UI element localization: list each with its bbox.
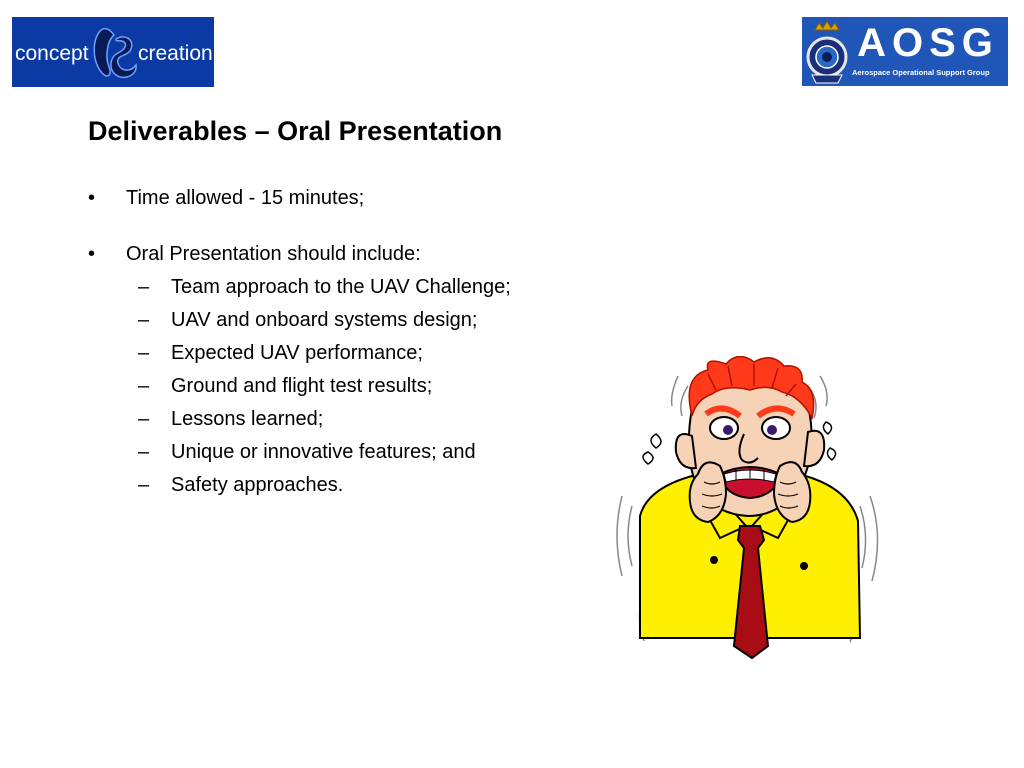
sub-item-list [88,275,608,497]
dash-marker: – [138,309,150,331]
sub-item-text: Ground and flight test results; [171,375,433,397]
aosg-tagline: Aerospace Operational Support Group [852,68,990,77]
dash-marker: – [138,408,150,430]
sub-item [88,374,608,398]
bullet-marker: • [88,243,96,265]
sub-item-text: Lessons learned; [171,408,324,430]
dash-marker: – [138,474,150,496]
sub-item [88,440,608,464]
sub-item-text: UAV and onboard systems design; [171,309,478,331]
aosg-crest-icon [802,17,852,86]
aosg-wordmark: AOSG [857,21,999,65]
nervous-man-clipart-icon [608,356,892,662]
bullet-list [88,186,608,497]
sub-item-text: Team approach to the UAV Challenge; [171,276,511,298]
dash-marker: – [138,342,150,364]
bullet-marker: • [88,187,96,209]
slide-title: Deliverables – Oral Presentation [88,116,503,146]
sub-item [88,473,608,497]
logo-text-creation: creation [138,42,213,65]
dash-marker: – [138,276,150,298]
sub-item [88,275,608,299]
bullet-item [88,242,608,266]
concept-creation-emblem-icon [94,29,136,78]
sub-item-text: Safety approaches. [171,474,344,496]
sub-item [88,308,608,332]
sub-item [88,407,608,431]
sub-item-text: Expected UAV performance; [171,342,423,364]
sub-item-text: Unique or innovative features; and [171,441,476,463]
dash-marker: – [138,441,150,463]
concept-creation-logo [12,17,214,87]
bullet-text: Time allowed - 15 minutes; [126,187,365,209]
logo-text-concept: concept [15,42,89,65]
sub-item [88,341,608,365]
aosg-logo [802,17,1008,86]
bullet-item [88,186,608,210]
bullet-text: Oral Presentation should include: [126,243,421,265]
dash-marker: – [138,375,150,397]
